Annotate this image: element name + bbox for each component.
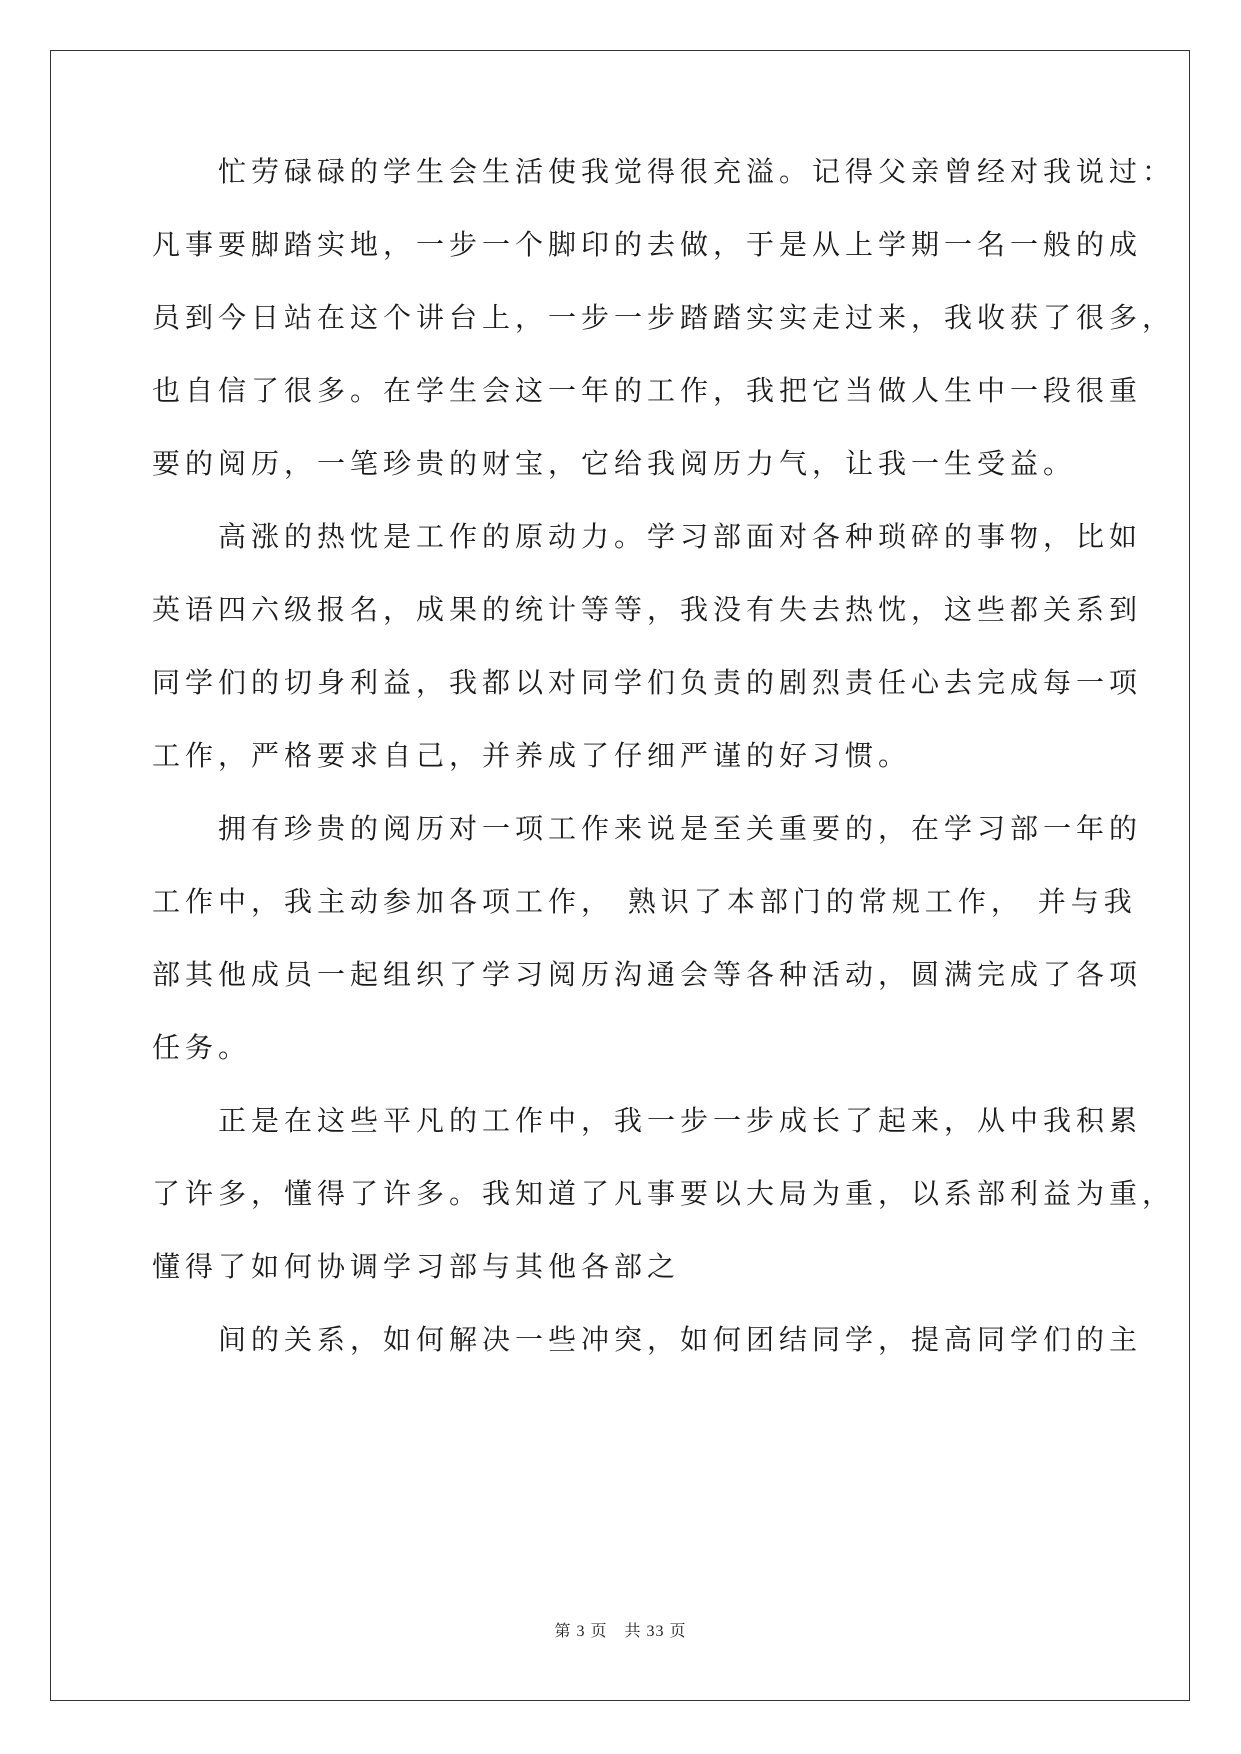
text-line: 工作中，我主动参加各项工作， 熟识了本部门的常规工作， 并与我 bbox=[152, 885, 1137, 918]
text-line: 懂得了如何协调学习部与其他各部之 bbox=[152, 1250, 681, 1283]
text-line: 同学们的切身利益，我都以对同学们负责的剧烈责任心去完成每一项 bbox=[152, 666, 1143, 699]
text-line: 高涨的热忱是工作的原动力。学习部面对各种琐碎的事物，比如 bbox=[152, 520, 1143, 553]
page-number-footer: 第 3 页 共 33 页 bbox=[554, 1623, 687, 1640]
text-line: 忙劳碌碌的学生会生活使我觉得很充溢。记得父亲曾经对我说过： bbox=[152, 155, 1176, 188]
text-line: 正是在这些平凡的工作中，我一步一步成长了起来，从中我积累 bbox=[152, 1104, 1143, 1137]
text-line: 任务。 bbox=[152, 1031, 252, 1064]
text-line: 部其他成员一起组织了学习阅历沟通会等各种活动，圆满完成了各项 bbox=[152, 958, 1143, 991]
text-line: 英语四六级报名，成果的统计等等，我没有失去热忱，这些都关系到 bbox=[152, 593, 1143, 626]
text-line: 间的关系，如何解决一些冲突，如何团结同学，提高同学们的主 bbox=[152, 1323, 1143, 1356]
text-line: 员到今日站在这个讲台上，一步一步踏踏实实走过来，我收获了很多， bbox=[152, 301, 1176, 334]
text-line: 工作，严格要求自己，并养成了仔细严谨的好习惯。 bbox=[152, 739, 912, 772]
text-line: 要的阅历，一笔珍贵的财宝，它给我阅历力气，让我一生受益。 bbox=[152, 447, 1077, 480]
text-line: 也自信了很多。在学生会这一年的工作，我把它当做人生中一段很重 bbox=[152, 374, 1143, 407]
text-line: 了许多，懂得了许多。我知道了凡事要以大局为重，以系部利益为重， bbox=[152, 1177, 1176, 1210]
text-line: 拥有珍贵的阅历对一项工作来说是至关重要的，在学习部一年的 bbox=[152, 812, 1143, 845]
text-line: 凡事要脚踏实地，一步一个脚印的去做，于是从上学期一名一般的成 bbox=[152, 228, 1143, 261]
